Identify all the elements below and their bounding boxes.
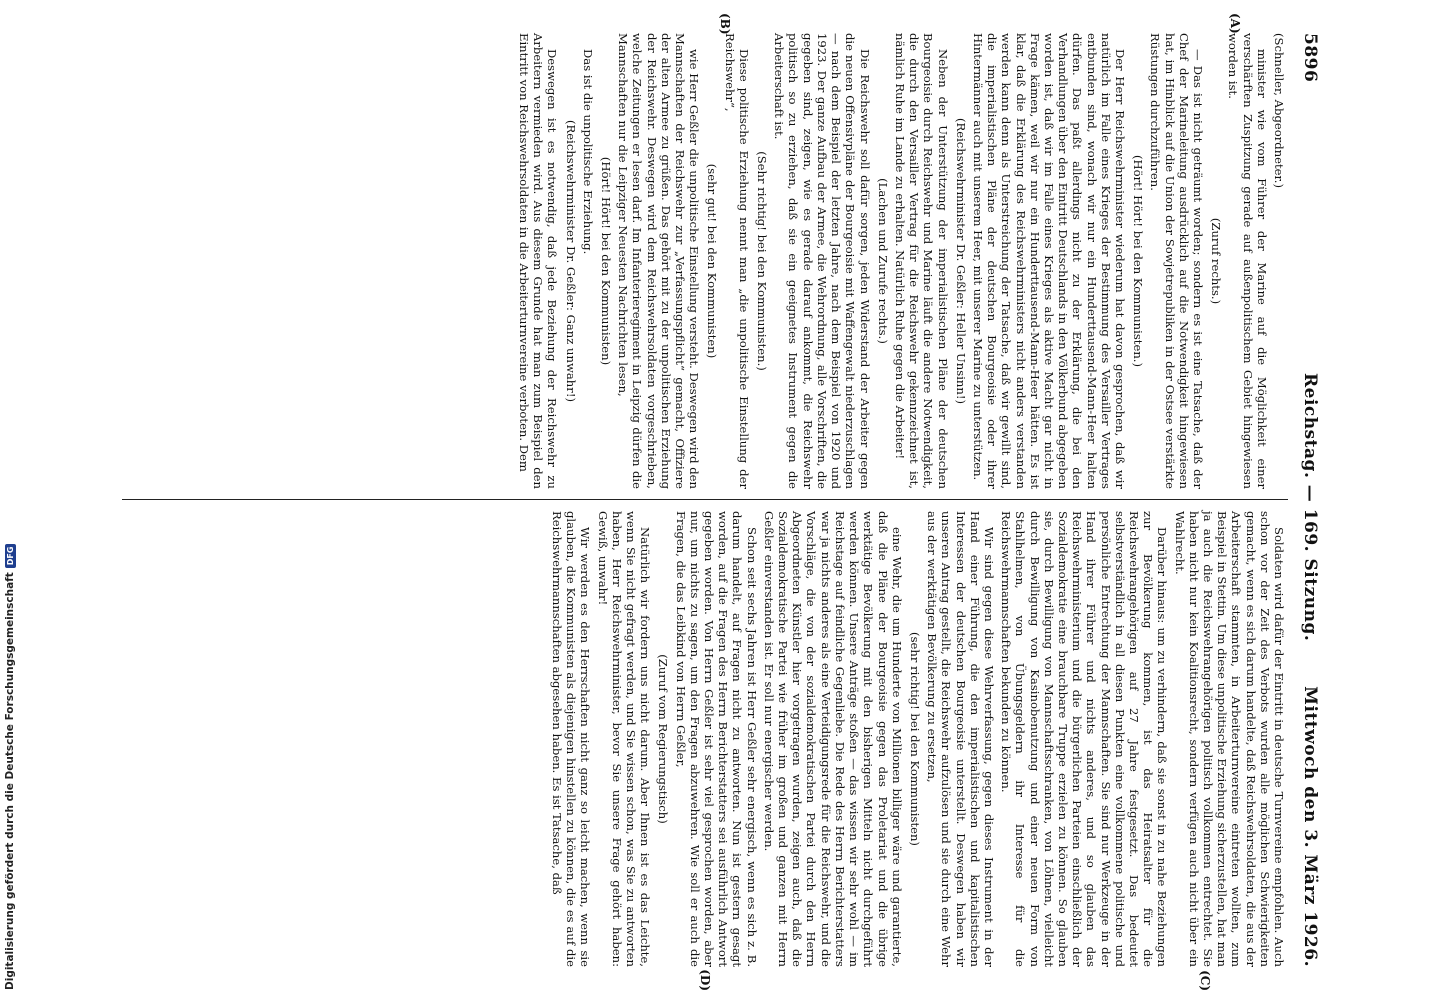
paragraph: Diese politische Erziehung nennt man „die unpolitische Einstellung der Reichswehr“,: [722, 33, 751, 489]
interjection: (Hört! Hört! bei den Kommunisten): [599, 156, 614, 366]
interjection: (Reichswehrminister Dr. Geßler: Ganz unwahr!): [563, 120, 578, 402]
paragraph: Der Herr Reichswehrminister wiederum hat davon gesprochen, daß wir natürlich im Falle eines Krieges der Bestimmung des Versailler Vertrages entbunden sind, wonach wir nur ein Hunderttausend-Mann-Heer halten dürfen. Das paßt allerdings nicht zu der Erklärung, die bei den Verhandlungen über den Eintritt Deutschlands in den Völkerbund abgegeben worden ist, daß wir im Falle eines Krieges als aktive Macht gar nicht in Frage kämen, weil wir nur ein Hunderttausend-Mann-Heer hätten. Es ist klar, daß die Erklärung des Reichswehrministers nicht anders verstanden werden kann denn als Unterstreichung der Tatsache, daß wir gewillt sind, die imperialistischen Pläne der deutschen Bourgeoisie oder ihrer Hintermänner auch mit unserem Heer, mit unserer Marine zu unterstützen.: [970, 33, 1127, 489]
interjection: (Lachen und Zurufe rechts.): [875, 178, 890, 344]
paragraph: Wir werden es den Herrschaften nicht ganz so leicht machen, wenn sie glauben, die Kommunisten als diejenigen hinstellen zu können, die es auf die Reichswehrmannschaften abgesehen haben. Es ist Tatsache, daß: [550, 511, 593, 967]
page-number: 5896: [1300, 33, 1320, 83]
interjection: (Reichswehrminister Dr. Geßler: Heller Unsinn!): [953, 117, 968, 405]
paragraph: Wir sind gegen diese Wehrverfassung, gegen dieses Instrument in der Hand einer Führung, die den imperialistischen und kapitalistischen Interessen der deutschen Bourgeoisie unterstellt. Deswegen haben wir unseren Antrag gestellt, die Reichswehr aufzulösen und sie durch eine Wehr aus der werktätigen Bevölkerung zu ersetzen,: [925, 511, 996, 967]
paragraph: eine Wehr, die um Hunderte von Millionen billiger wäre und garantierte, daß die Pläne der Bourgeoisie gegen das Proletariat und die übrige werktätige Bevölkerung mit den bisherigen Mitteln nicht durchgeführt werden können. Unsere Anträge stoßen — das wissen wir sehr wohl — im Reichstage auf feindliche Gegenliebe. Die Rede des Herrn Berichterstatters war ja nichts anderes als eine Verteidigungsrede für die Reichswehr, und die Vorschläge, die von der sozialdemokratischen Partei durch den Herrn Abgeordneten Künstler hier vorgetragen wurden, zeigen auch, daß die Sozialdemokratische Partei wie früher im großen und ganzen mit Herrn Geßler einverstanden ist. Er soll nur energischer werden.: [761, 511, 904, 967]
margin-marker-c: (C): [1198, 970, 1212, 991]
paragraph: Schon seit sechs Jahren ist Herr Geßler sehr energisch, wenn es sich z. B. darum handelt, auf Fragen nicht zu antworten. Nun ist gestern gesagt worden, auf die Fragen des Herrn Berichterstatters sei ausführlich Antwort gegeben worden. Von Herrn Geßler ist sehr viel gesprochen worden, aber nur, um nichts zu sagen, um den Fragen abzuwehren. Wie soll er auch die Fragen, die das Leibkind von Herrn Geßler,: [673, 511, 759, 967]
paragraph: Darüber hinaus: um zu verhindern, daß sie sonst in zu nahe Beziehungen zur Bevölkerung kommen, ist das Heiratsalter für die Reichswehrangehörigen auf 27 Jahre festgesetzt. Das bedeutet selbstverständlich in all diesen Punkten eine vollkommene politische und persönliche Entrechtung der Mannschaften. Sie sind nur Werkzeuge in der Hand ihrer Führer und nichts anderes, und so glauben das Reichswehrministerium und die bürgerlichen Parteien einschließlich der Sozialdemokratie eine brauchbare Truppe erzielen zu können. So glauben sie, durch Bewilligung von Mannschaftsschranken, von Löhnen, vielleicht durch Bewilligung von Kasinobenutzung und einer neuen Form von Stahlhelmen, von Übungsgeldern ihr Interesse für die Reichswehrmannschaften bekunden zu können.: [999, 511, 1170, 967]
interjection: (sehr gut! bei den Kommunisten): [705, 163, 720, 359]
page-header: [1294, 33, 1322, 967]
paragraph: Das ist die unpolitische Erziehung.: [580, 49, 595, 255]
session-date: Mittwoch den 3. März 1926.: [1300, 686, 1320, 967]
interjection: (Hört! Hört! bei den Kommunisten.): [1131, 154, 1146, 367]
paragraph: minister wie vom Führer der Marine auf die Möglichkeit einer verschärften Zuspitzung gerade auf außenpolitischem Gebiet hingewiesen worden ist.: [1226, 33, 1269, 489]
paragraph: wie Herr Geßler die unpolitische Einstellung versteht. Deswegen wird den Mannschaften der Reichswehr zur „Verfassungspflicht“ gemacht, Offiziere der alten Armee zu grüßen. Das gehört mit zu der unpolitischen Erziehung der Reichswehr. Deswegen wird dem Reichswehrsoldaten vorgeschrieben, welche Zeitungen er lesen darf. Im Infanterieregiment in Leipzig dürfen die Mannschaften nur die Leipziger Neuesten Nachrichten lesen,: [616, 33, 702, 489]
paragraph: Deswegen ist es notwendig, daß jede Beziehung der Reichswehr zu Arbeitern vermieden wird. Aus diesem Grunde hat man zum Beispiel den Eintritt von Reichswehrsoldaten in die Arbeiterturnvereine verboten. Dem: [517, 33, 560, 489]
interjection: (Zuruf vom Regierungstisch): [656, 654, 671, 824]
margin-marker-b: (B): [718, 13, 732, 35]
margin-marker-d: (D): [698, 969, 712, 991]
right-column: [547, 511, 1286, 967]
paragraph: — Das ist nicht geträumt worden; sondern es ist eine Tatsache, daß der Chef der Marineleitung ausdrücklich auf die Notwendigkeit hingewiesen hat, im Hinblick auf die Union der Sowjetrepubliken in der Ostsee verstärkte Rüstungen durchzuführen.: [1148, 33, 1205, 489]
dfg-logo: DFG: [5, 544, 16, 569]
session-title: Reichstag. — 169. Sitzung.: [1300, 373, 1320, 642]
margin-marker-a: (A): [1228, 13, 1242, 34]
digitization-credit: [0, 0, 20, 1000]
column-divider: [122, 499, 1288, 500]
credit-text: Digitalisierung gefördert durch die Deutsche Forschungsgemeinschaft: [4, 572, 16, 990]
interjection: (Sehr richtig! bei den Kommunisten.): [755, 151, 770, 371]
interjection: (Zuruf rechts.): [1209, 217, 1224, 305]
paragraph: Die Reichswehr soll dafür sorgen, jeden Widerstand der Arbeiter gegen die neuen Offensivpläne der Bourgeoisie mit Waffengewalt niederzuschlagen — nach dem Beispiel der letzten Jahre, nach dem Beispiel von 1920 und 1923. Der ganze Aufbau der Armee, die Wehrordnung, alle Vorschriften, die gegeben sind, zeigen, wie es gerade darauf ankommt, die Reichswehr politisch so zu erziehen, daß sie ein geeignetes Instrument gegen die Arbeiterschaft ist.: [772, 33, 872, 489]
paragraph: Neben der Unterstützung der imperialistischen Pläne der deutschen Bourgeoisie durch Reichswehr und Marine läuft die andere Notwendigkeit, die durch den Versailler Vertrag für die Reichswehr gekennzeichnet ist, nämlich Ruhe im Lande zu erhalten. Natürlich Ruhe gegen die Arbeiter!: [892, 33, 950, 489]
paragraph: Soldaten wird dafür der Eintritt in deutsche Turnvereine empfohlen. Auch schon vor der Zeit des Verbots wurden alle möglichen Schwierigkeiten gemacht, wenn es sich darum handelte, daß Reichswehrsoldaten, die aus der Arbeiterschaft stammten, in Arbeiterturnvereine eintreten wollten, zum Beispiel in Stettin. Um diese unpolitische Erziehung sicherzustellen, hat man ja auch die Reichswehrangehörigen politisch vollkommen entrechtet. Sie haben nicht nur kein Koalitionsrecht, sondern verfügen auch nicht über ein Wahlrecht.: [1172, 511, 1286, 967]
paragraph: (Schneller, Abgeordneter.): [1272, 33, 1286, 189]
interjection: (sehr richtig! bei den Kommunisten): [907, 632, 922, 846]
paragraph: Natürlich wir fordern uns nicht darum. Aber Ihnen ist es das Leichte, wenn Sie nicht gefragt werden, und Sie wissen schon, was Sie zu antworten haben, Herr Reichswehrminister, bevor Sie unsere Frage gehört haben: Gewiß, unwahr!: [595, 511, 653, 967]
left-column: [514, 33, 1286, 489]
newspaper-page: [102, 5, 1332, 995]
